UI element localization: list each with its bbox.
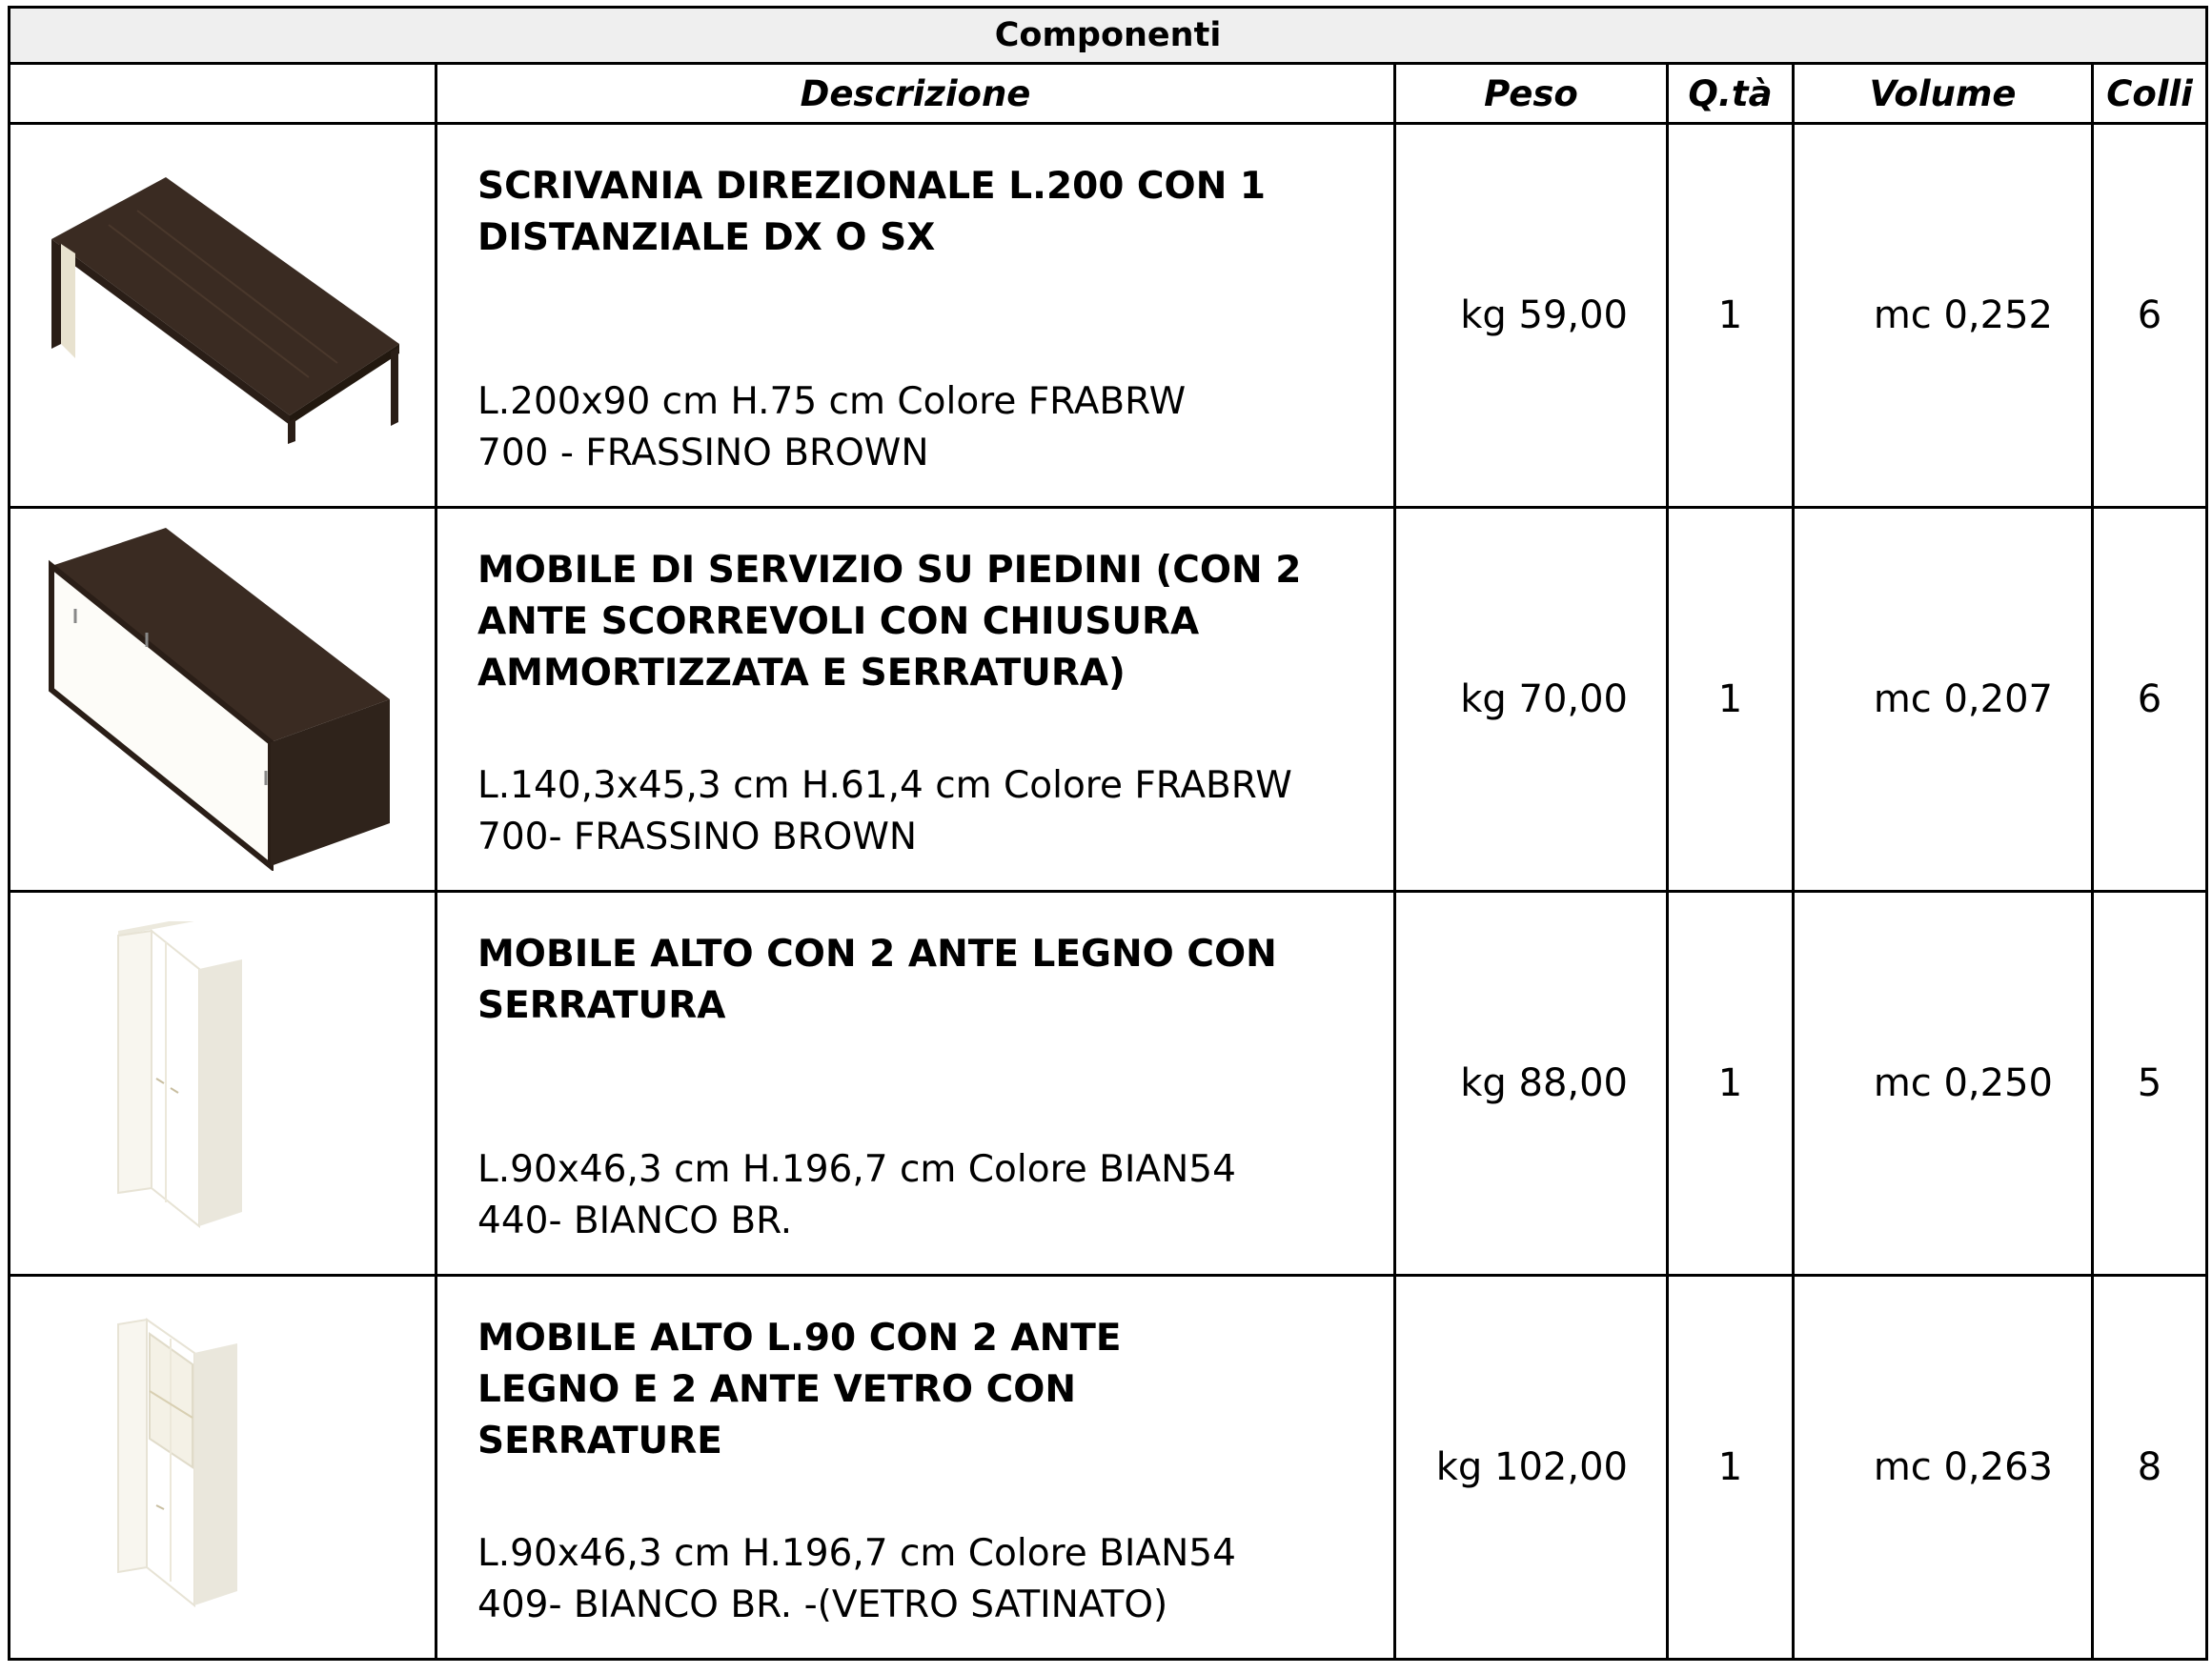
- components-sheet: [8, 6, 2205, 1661]
- item-details: L.90x46,3 cm H.196,7 cm Colore BIAN54 440- BIANCO BR.: [477, 1148, 1236, 1242]
- item-details: L.200x90 cm H.75 cm Colore FRABRW 700 - FRASSINO BROWN: [477, 380, 1187, 474]
- qta-value: 1: [1668, 892, 1794, 1276]
- peso-value: kg 59,00: [1395, 124, 1668, 508]
- table-row: [10, 508, 2207, 892]
- description-cell: [436, 124, 1395, 508]
- table-title: Componenti: [10, 8, 2207, 64]
- peso-value: kg 102,00: [1395, 1276, 1668, 1660]
- volume-value: mc 0,263: [1794, 1276, 2093, 1660]
- item-title: MOBILE DI SERVIZIO SU PIEDINI (CON 2 ANTE SCORREVOLI CON CHIUSURA AMMORTIZZATA E SERRATURA): [477, 549, 1302, 695]
- item-details: L.140,3x45,3 cm H.61,4 cm Colore FRABRW 700- FRASSINO BROWN: [477, 764, 1292, 858]
- item-title: SCRIVANIA DIREZIONALE L.200 CON 1 DISTANZIALE DX O SX: [477, 165, 1267, 259]
- item-details: L.90x46,3 cm H.196,7 cm Colore BIAN54 409- BIANCO BR. -(VETRO SATINATO): [477, 1532, 1236, 1626]
- qta-value: 1: [1668, 1276, 1794, 1660]
- peso-value: kg 88,00: [1395, 892, 1668, 1276]
- header-volume: Volume: [1794, 64, 2093, 124]
- service-cabinet-image: [10, 508, 436, 892]
- header-qta: Q.tà: [1668, 64, 1794, 124]
- header-peso: Peso: [1395, 64, 1668, 124]
- volume-value: mc 0,207: [1794, 508, 2093, 892]
- header-descrizione: Descrizione: [436, 64, 1395, 124]
- item-title: MOBILE ALTO CON 2 ANTE LEGNO CON SERRATURA: [477, 933, 1277, 1027]
- executive-desk-image: [10, 124, 436, 508]
- table-header-row: [10, 64, 2207, 124]
- components-table: [8, 6, 2208, 1661]
- table-row: [10, 124, 2207, 508]
- header-colli: Colli: [2093, 64, 2207, 124]
- table-title-row: [10, 8, 2207, 64]
- volume-value: mc 0,252: [1794, 124, 2093, 508]
- header-image: [10, 64, 436, 124]
- peso-value: kg 70,00: [1395, 508, 1668, 892]
- description-cell: [436, 1276, 1395, 1660]
- volume-value: mc 0,250: [1794, 892, 2093, 1276]
- colli-value: 6: [2093, 508, 2207, 892]
- description-cell: [436, 892, 1395, 1276]
- item-title: MOBILE ALTO L.90 CON 2 ANTE LEGNO E 2 ANTE VETRO CON SERRATURE: [477, 1317, 1122, 1462]
- qta-value: 1: [1668, 508, 1794, 892]
- tall-cabinet-wood-doors-image: [10, 892, 436, 1276]
- table-row: [10, 892, 2207, 1276]
- colli-value: 8: [2093, 1276, 2207, 1660]
- table-row: [10, 1276, 2207, 1660]
- qta-value: 1: [1668, 124, 1794, 508]
- description-cell: [436, 508, 1395, 892]
- tall-cabinet-glass-doors-image: [10, 1276, 436, 1660]
- colli-value: 5: [2093, 892, 2207, 1276]
- colli-value: 6: [2093, 124, 2207, 508]
